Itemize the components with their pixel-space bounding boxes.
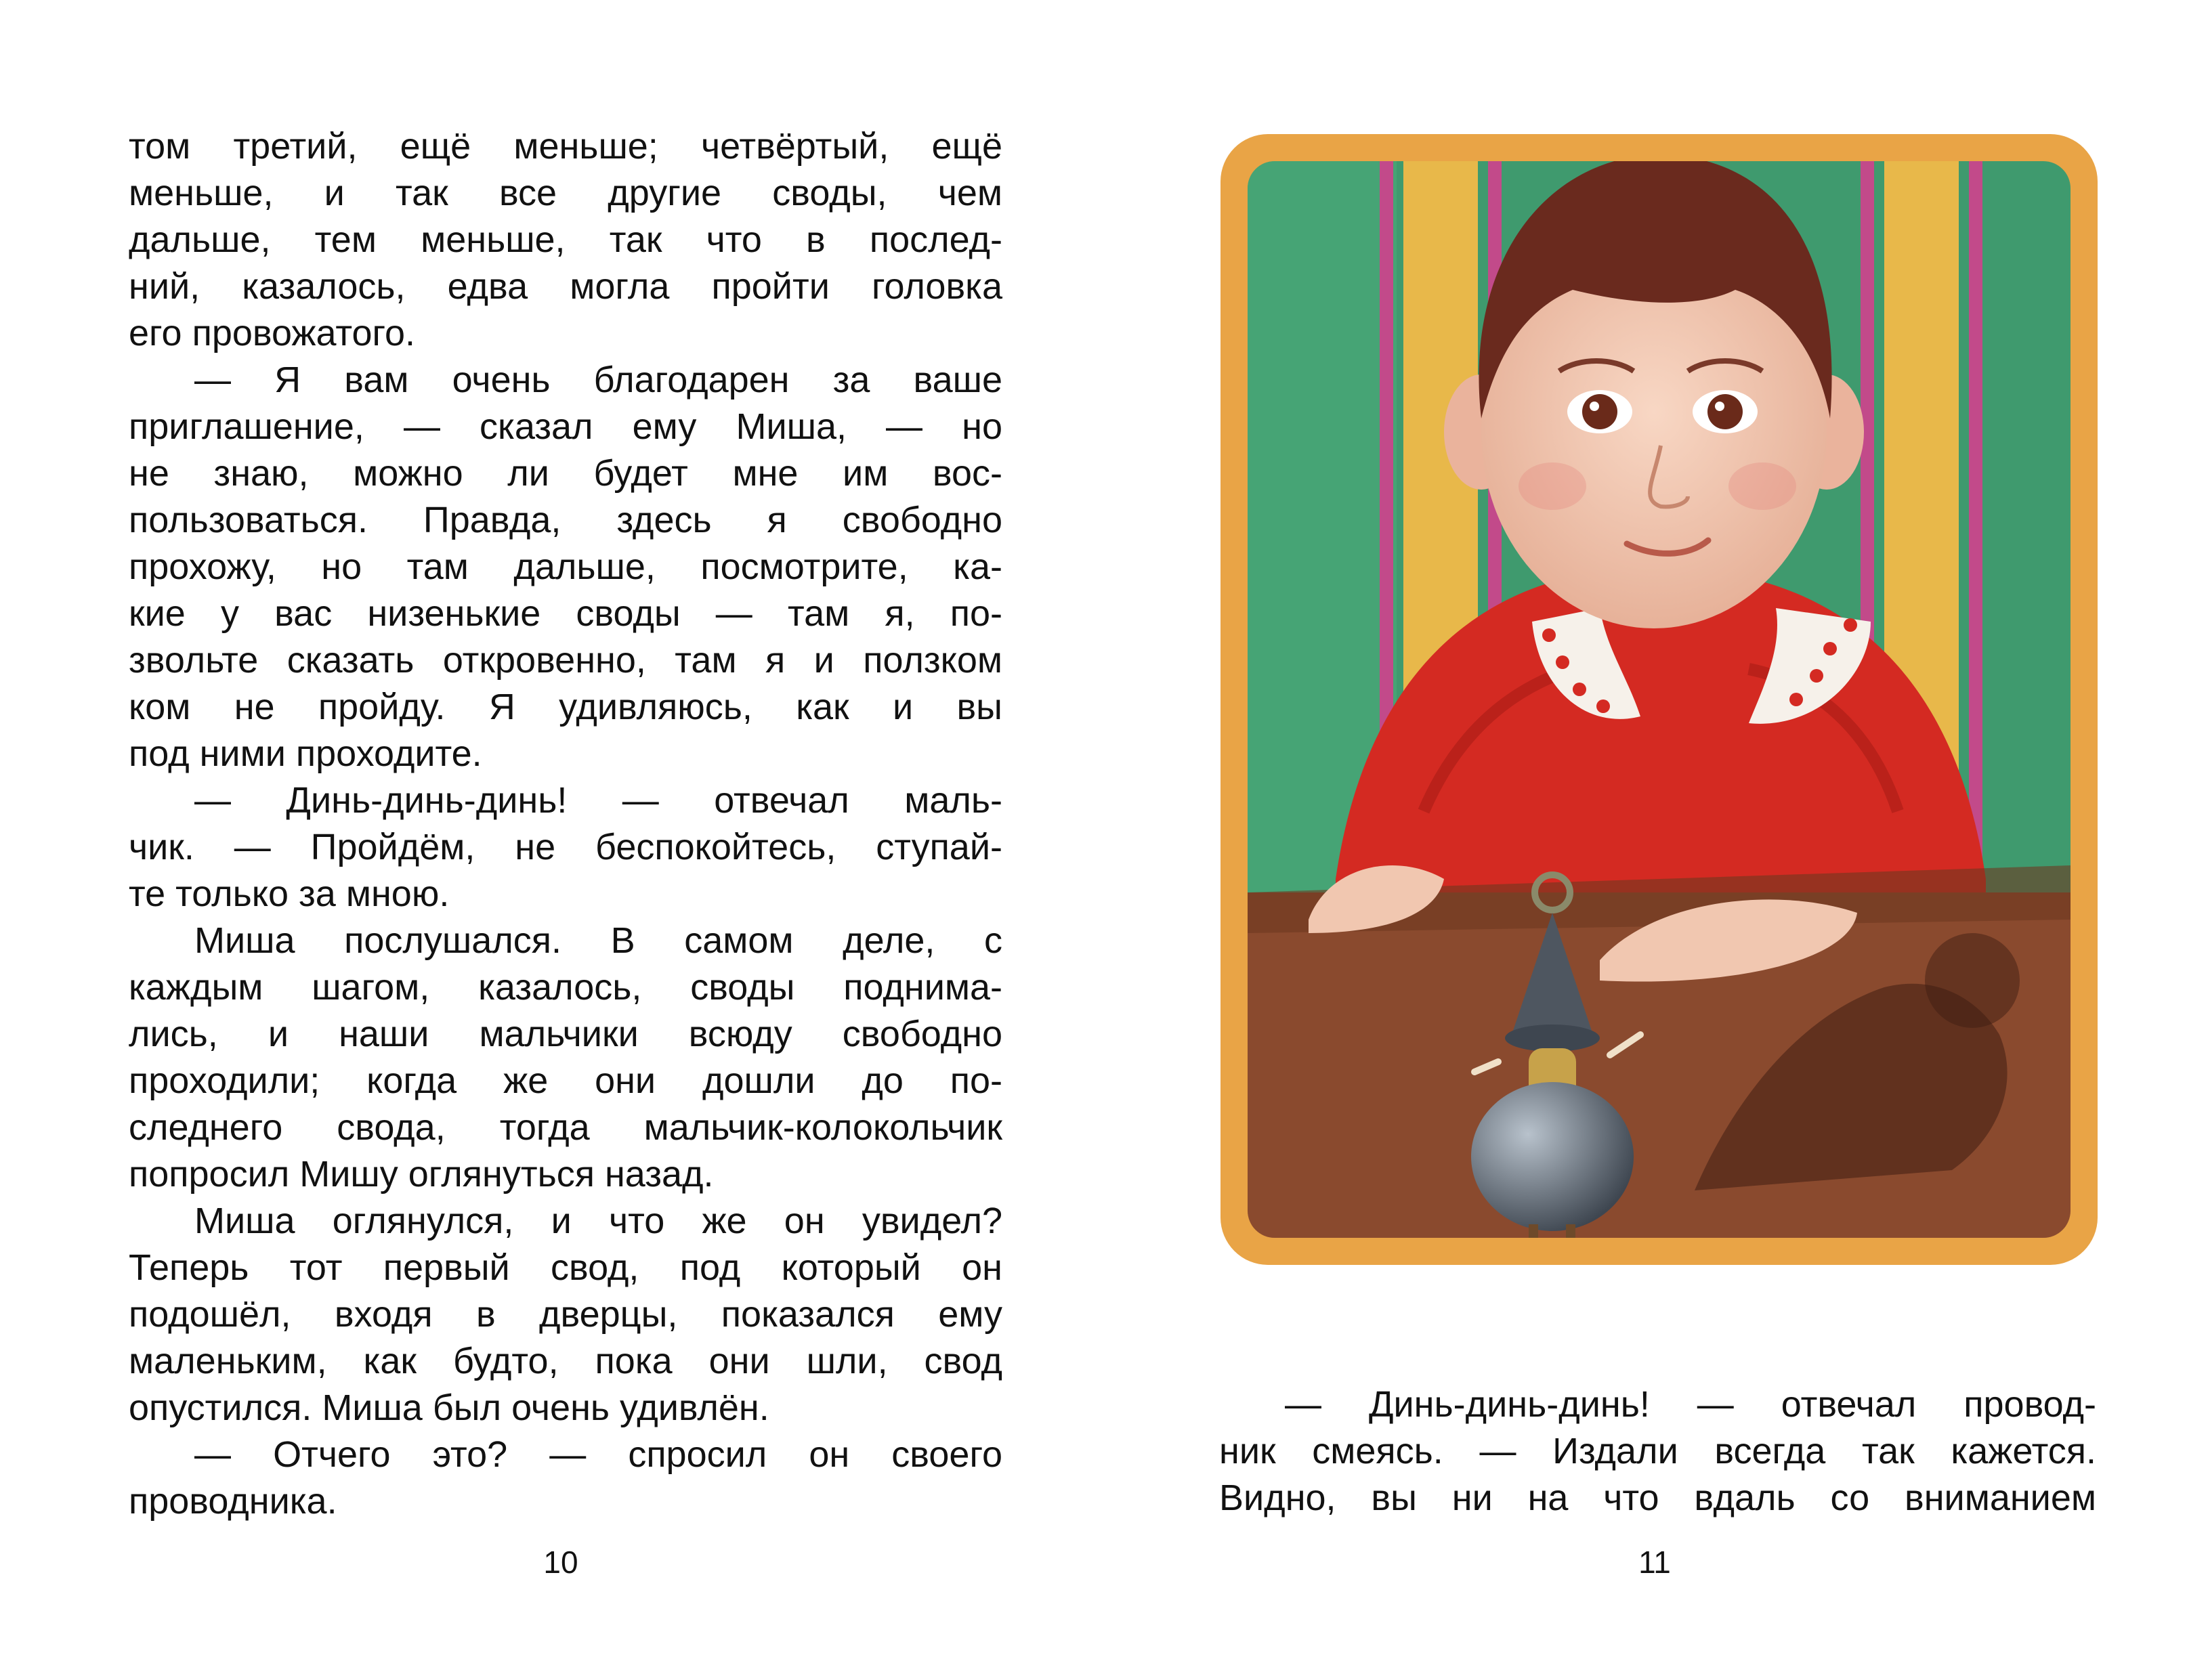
text-line: Теперь тот первый свод, под который он xyxy=(129,1247,1002,1288)
illustration xyxy=(1220,134,2098,1265)
page-number-left: 10 xyxy=(543,1545,578,1580)
text-line: его провожатого. xyxy=(129,313,416,353)
page-number-right: 11 xyxy=(1638,1545,1671,1580)
text-line: те только за мною. xyxy=(129,874,450,914)
text-line: том третий, ещё меньше; четвёртый, ещё xyxy=(129,126,1002,167)
text-line: попросил Мишу оглянуться назад. xyxy=(129,1154,714,1194)
left-page-text xyxy=(129,123,1002,1525)
text-line: звольте сказать откровенно, там я и ползком xyxy=(129,640,1002,681)
text-line: — Отчего это? — спросил он своего xyxy=(194,1434,1002,1475)
text-line: чик. — Пройдём, не беспокойтесь, ступай- xyxy=(129,827,1002,867)
text-line: Миша послушался. В самом деле, с xyxy=(194,920,1002,961)
text-line: проходили; когда же они дошли до по- xyxy=(129,1060,1002,1101)
right-page xyxy=(1104,0,2208,1680)
text-line: Видно, вы ни на что вдаль со вниманием xyxy=(1219,1478,2096,1518)
text-line: дальше, тем меньше, так что в послед- xyxy=(129,219,1002,260)
text-line: пользоваться. Правда, здесь я свободно xyxy=(129,500,1002,540)
text-line: прохожу, но там дальше, посмотрите, ка- xyxy=(129,546,1002,587)
text-line: под ними проходите. xyxy=(129,733,482,774)
text-line: приглашение, — сказал ему Миша, — но xyxy=(129,406,1002,447)
text-line: не знаю, можно ли будет мне им вос- xyxy=(129,453,1002,494)
text-line: — Динь-динь-динь! — отвечал провод- xyxy=(1285,1384,2096,1425)
text-line: каждым шагом, казалось, своды поднима- xyxy=(129,967,1002,1008)
text-line: ник смеясь. — Издали всегда так кажется. xyxy=(1219,1431,2096,1471)
text-line: маленьким, как будто, пока они шли, свод xyxy=(129,1341,1002,1381)
text-line: проводника. xyxy=(129,1481,337,1522)
text-line: ком не пройду. Я удивляюсь, как и вы xyxy=(129,687,1002,727)
text-line: меньше, и так все другие своды, чем xyxy=(129,173,1002,213)
right-page-text xyxy=(1219,1381,2096,1522)
text-line: кие у вас низенькие своды — там я, по- xyxy=(129,593,1002,634)
text-line: подошёл, входя в дверцы, показался ему xyxy=(129,1294,1002,1335)
text-line: опустился. Миша был очень удивлён. xyxy=(129,1387,769,1428)
text-line: следнего свода, тогда мальчик-колокольчик xyxy=(129,1107,1002,1148)
text-line: ний, казалось, едва могла пройти головка xyxy=(129,266,1002,307)
text-line: — Динь-динь-динь! — отвечал маль- xyxy=(194,780,1002,821)
text-line: Миша оглянулся, и что же он увидел? xyxy=(194,1201,1002,1241)
text-line: лись, и наши мальчики всюду свободно xyxy=(129,1014,1002,1054)
text-line: — Я вам очень благодарен за ваше xyxy=(194,360,1002,400)
